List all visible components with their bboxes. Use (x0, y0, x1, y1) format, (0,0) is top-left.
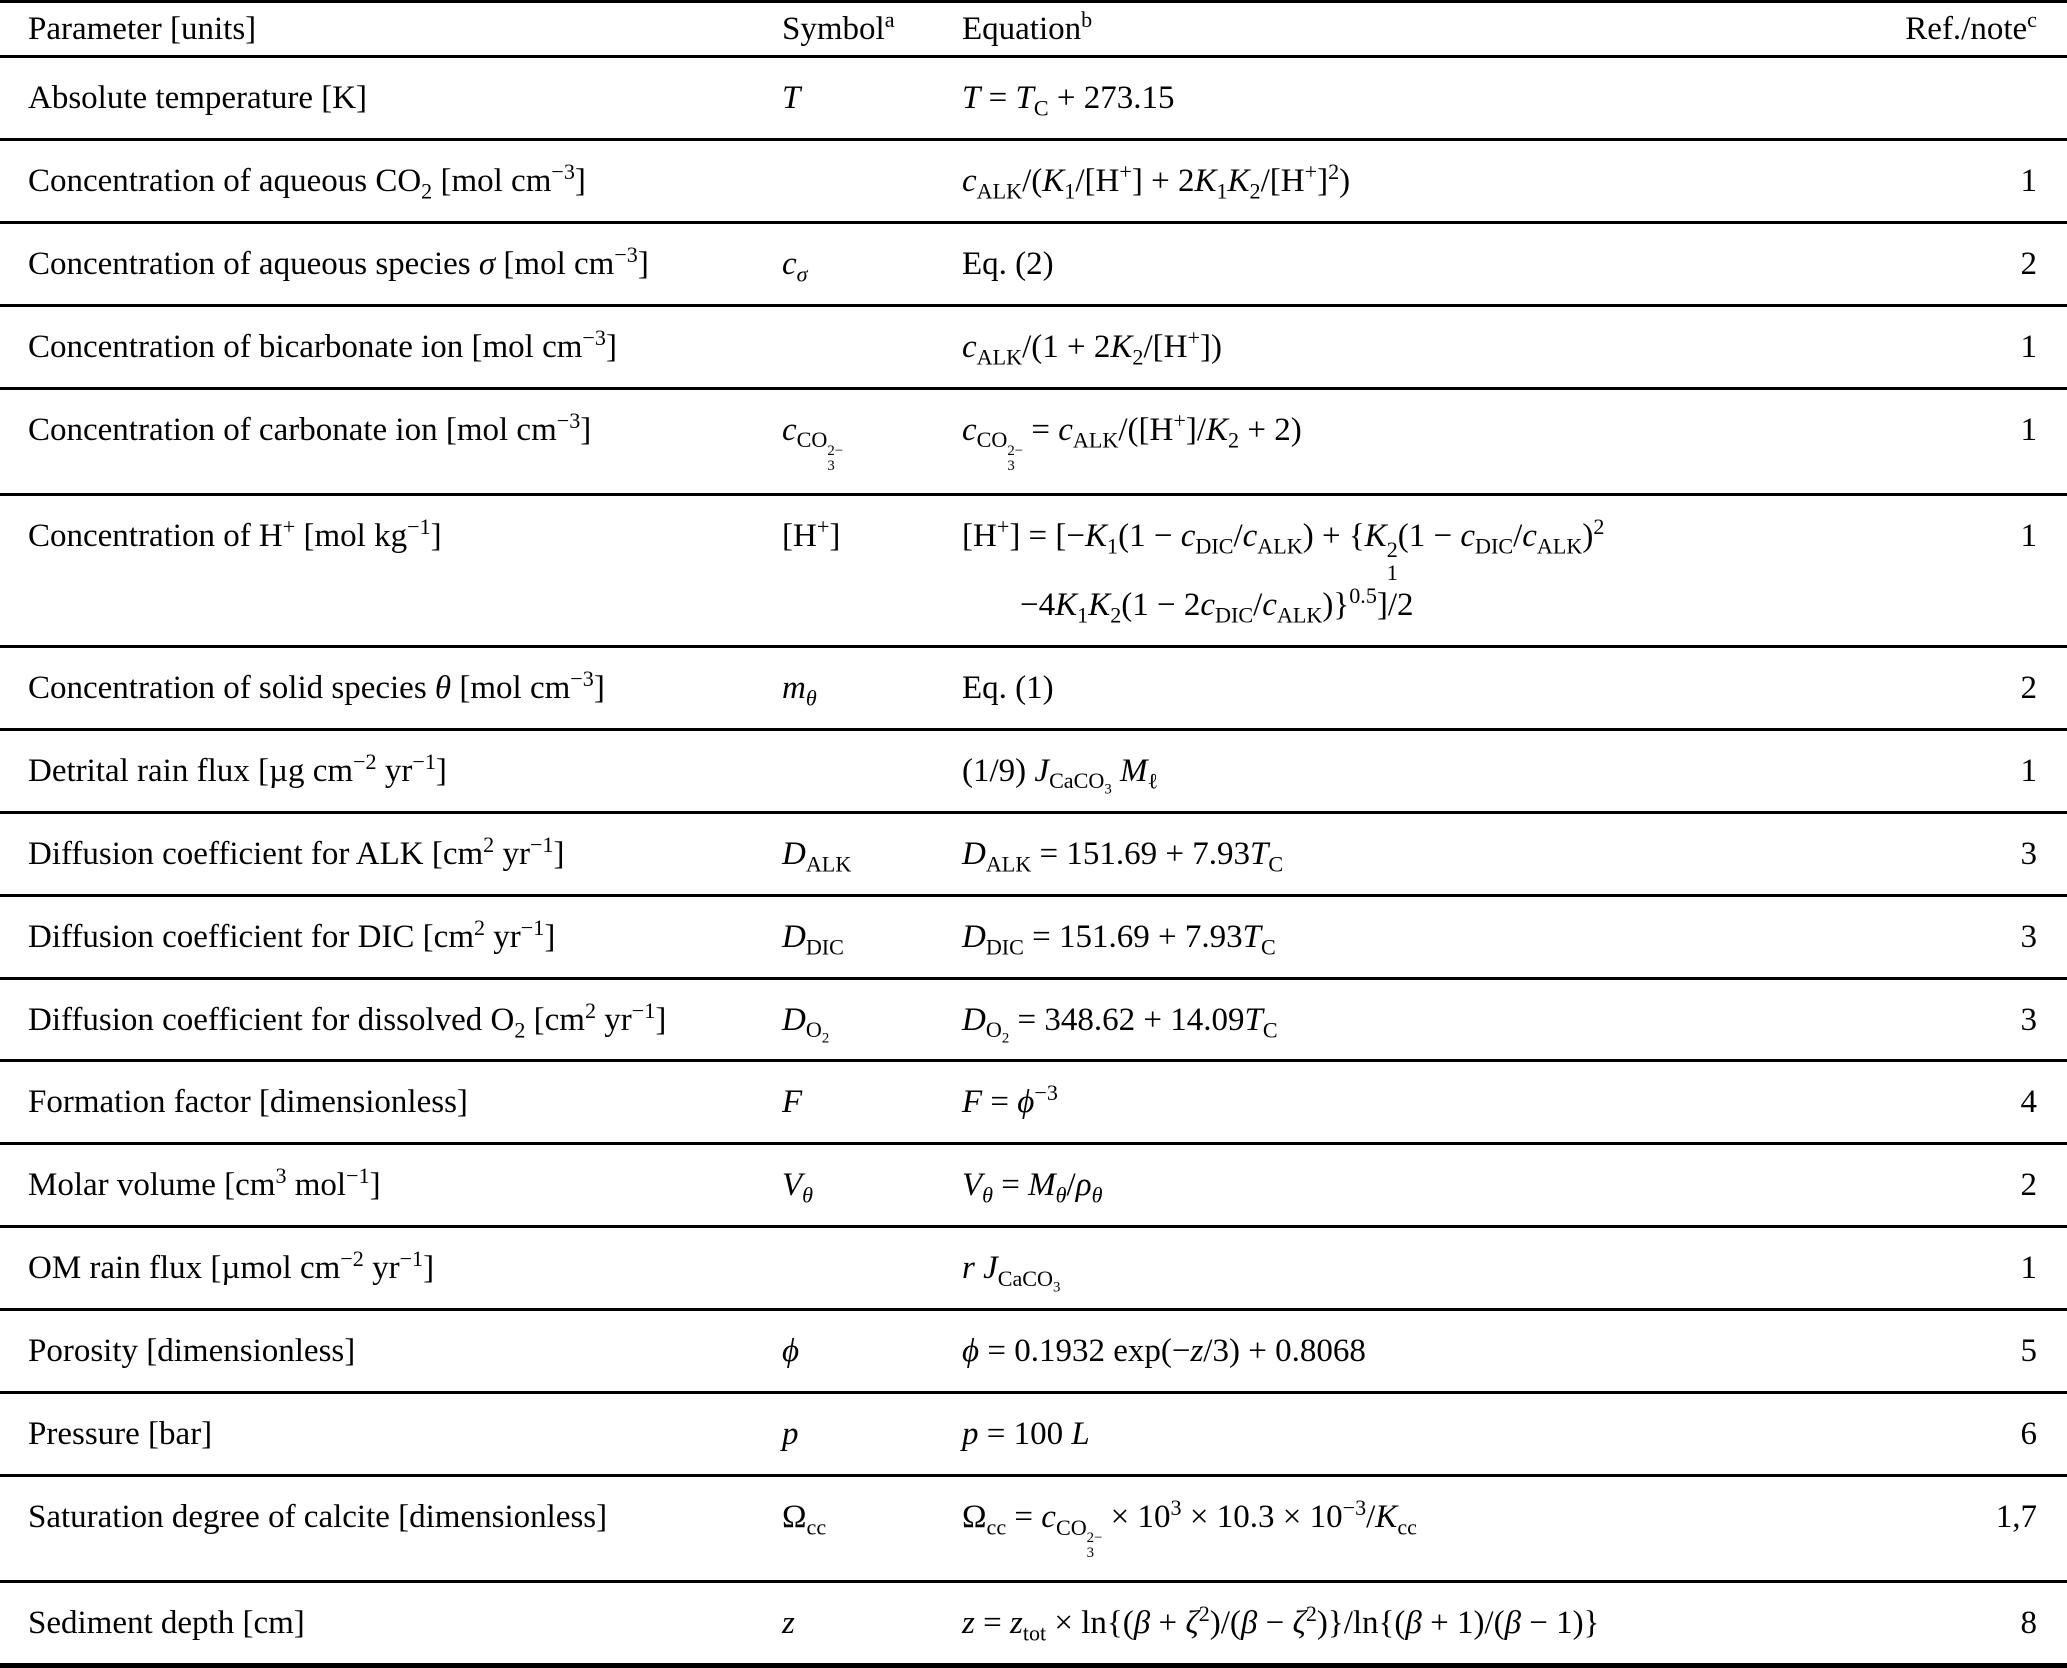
table-row (0, 978, 2067, 1061)
equation-cell: $[H^+] = [-K_1(1 - c_{DIC}/c_{ALK}) + \{K$ 2 1 $(1 - c_{DIC}/c_{ALK})^2$ $-4K_1K_2(1 - 2c_{DIC}/c_{ALK})\}^{0.5}]/2$ (962, 494, 1887, 646)
equation-cell: ϕ = 0.1932 exp(−z/3) + 0.8068 (962, 1310, 1887, 1393)
table-row (0, 1582, 2067, 1666)
ref-cell: 1 (1887, 494, 2067, 646)
symbol-cell: ϕ (782, 1310, 962, 1393)
ref-cell: 2 (1887, 1144, 2067, 1227)
equation-cell: $D_{O_2} = 348.62 + 14.09T_C$ (962, 978, 1887, 1061)
parameter-cell: Absolute temperature [K] (0, 57, 782, 140)
header-row (0, 2, 2067, 57)
ref-cell: 3 (1887, 978, 2067, 1061)
col-header-symbol: Symbol$^a$ (782, 2, 962, 57)
ref-cell: 1 (1887, 305, 2067, 388)
parameter-cell: Concentration of bicarbonate ion [mol $cm^{-3}$] (0, 305, 782, 388)
parameter-cell: Diffusion coefficient for dissolved $O_2$ [$cm^2$ $yr^{-1}$] (0, 978, 782, 1061)
equation-cell: $c_{ALK}/(K_1/[H^+] + 2K_1K_2/[H^+]^2)$ (962, 139, 1887, 222)
table-body (0, 57, 2067, 1666)
equation-cell: $T = T_C + 273.15$ (962, 57, 1887, 140)
table-row (0, 1061, 2067, 1144)
equation-cell: $F = \phi^{-3}$ (962, 1061, 1887, 1144)
table-row (0, 222, 2067, 305)
ref-cell: 1 (1887, 1227, 2067, 1310)
symbol-cell: $D_{O_2}$ (782, 978, 962, 1061)
symbol-cell: $c_\sigma$ (782, 222, 962, 305)
symbol-cell: $V_\theta$ (782, 1144, 962, 1227)
equation-cell: $V_\theta = M_\theta/\rho_\theta$ (962, 1144, 1887, 1227)
symbol-cell: z (782, 1582, 962, 1666)
symbol-cell (782, 139, 962, 222)
ref-cell: 1 (1887, 729, 2067, 812)
parameter-cell: Concentration of solid species θ [mol $cm^{-3}$] (0, 647, 782, 730)
equation-cell: Eq. (1) (962, 647, 1887, 730)
symbol-cell (782, 729, 962, 812)
ref-cell: 2 (1887, 647, 2067, 730)
table-row (0, 812, 2067, 895)
symbol-cell: p (782, 1393, 962, 1476)
col-header-equation: Equation$^b$ (962, 2, 1887, 57)
parameter-cell: OM rain flux [µmol $cm^{-2}$ $yr^{-1}$] (0, 1227, 782, 1310)
table-row (0, 388, 2067, 494)
table-row (0, 1227, 2067, 1310)
parameter-cell: Detrital rain flux [µg $cm^{-2}$ $yr^{-1}$] (0, 729, 782, 812)
equation-cell: p = 100 L (962, 1393, 1887, 1476)
table-row (0, 1393, 2067, 1476)
ref-cell: 2 (1887, 222, 2067, 305)
ref-cell: 1,7 (1887, 1475, 2067, 1581)
equation-cell: $D_{ALK} = 151.69 + 7.93T_C$ (962, 812, 1887, 895)
equation-cell: $\Omega_{cc} = c_{CO 2- 3}$ × $10^3 \times 10.3 \times 10^{-3}/K_{cc}$ (962, 1475, 1887, 1581)
parameter-cell: Saturation degree of calcite [dimensionless] (0, 1475, 782, 1581)
equation-cell: Eq. (2) (962, 222, 1887, 305)
symbol-cell (782, 1227, 962, 1310)
symbol-cell: $\Omega_{cc}$ (782, 1475, 962, 1581)
col-header-parameter: Parameter [units] (0, 2, 782, 57)
table-row (0, 139, 2067, 222)
symbol-cell: [H+] (782, 494, 962, 646)
ref-cell (1887, 57, 2067, 140)
symbol-cell: $D_{DIC}$ (782, 895, 962, 978)
table-row (0, 305, 2067, 388)
parameter-cell: Sediment depth [cm] (0, 1582, 782, 1666)
table-row (0, 647, 2067, 730)
parameter-cell: Concentration of H+ [mol $kg^{-1}$] (0, 494, 782, 646)
symbol-cell: $m_\theta$ (782, 647, 962, 730)
table-row (0, 1475, 2067, 1581)
parameter-cell: Diffusion coefficient for ALK [$cm^2$ $yr^{-1}$] (0, 812, 782, 895)
symbol-cell: $D_{ALK}$ (782, 812, 962, 895)
symbol-cell: F (782, 1061, 962, 1144)
parameter-cell: Formation factor [dimensionless] (0, 1061, 782, 1144)
ref-cell: 5 (1887, 1310, 2067, 1393)
ref-cell: 1 (1887, 388, 2067, 494)
ref-cell: 4 (1887, 1061, 2067, 1144)
table-row (0, 1144, 2067, 1227)
parameter-cell: Concentration of aqueous species σ [mol $cm^{-3}$] (0, 222, 782, 305)
ref-cell: 3 (1887, 895, 2067, 978)
equation-cell: $z = z_{tot} \times \ln\{(\beta + \zeta^2)/(\beta - \zeta^2)\}/\ln\{(\beta + 1)/(\beta - 1)\}$ (962, 1582, 1887, 1666)
symbol-cell: $c_{CO 2- 3}$ (782, 388, 962, 494)
parameter-cell: Concentration of aqueous $CO_2$ [mol $cm^{-3}$] (0, 139, 782, 222)
equation-cell: (1/9) $J_{CaCO_3}$ $M_\ell$ (962, 729, 1887, 812)
col-header-ref: Ref./note$^c$ (1887, 2, 2067, 57)
table-row (0, 1310, 2067, 1393)
equation-cell: $c_{CO 2- 3}$ = $c_{ALK}/([H^+]/K_2 + 2)$ (962, 388, 1887, 494)
ref-cell: 6 (1887, 1393, 2067, 1476)
table-row (0, 494, 2067, 646)
parameter-cell: Concentration of carbonate ion [mol $cm^{-3}$] (0, 388, 782, 494)
parameter-cell: Diffusion coefficient for DIC [$cm^2$ $yr^{-1}$] (0, 895, 782, 978)
ref-cell: 8 (1887, 1582, 2067, 1666)
equation-cell: $c_{ALK}/(1 + 2K_2/[H^+])$ (962, 305, 1887, 388)
equation-cell: r $J_{CaCO_3}$ (962, 1227, 1887, 1310)
table-row (0, 729, 2067, 812)
symbol-cell: T (782, 57, 962, 140)
parameter-cell: Pressure [bar] (0, 1393, 782, 1476)
symbol-cell (782, 305, 962, 388)
ref-cell: 1 (1887, 139, 2067, 222)
table-row (0, 57, 2067, 140)
equation-cell: $D_{DIC} = 151.69 + 7.93T_C$ (962, 895, 1887, 978)
parameter-cell: Molar volume [$cm^3$ mol$^{-1}$] (0, 1144, 782, 1227)
table-row (0, 895, 2067, 978)
ref-cell: 3 (1887, 812, 2067, 895)
parameter-cell: Porosity [dimensionless] (0, 1310, 782, 1393)
